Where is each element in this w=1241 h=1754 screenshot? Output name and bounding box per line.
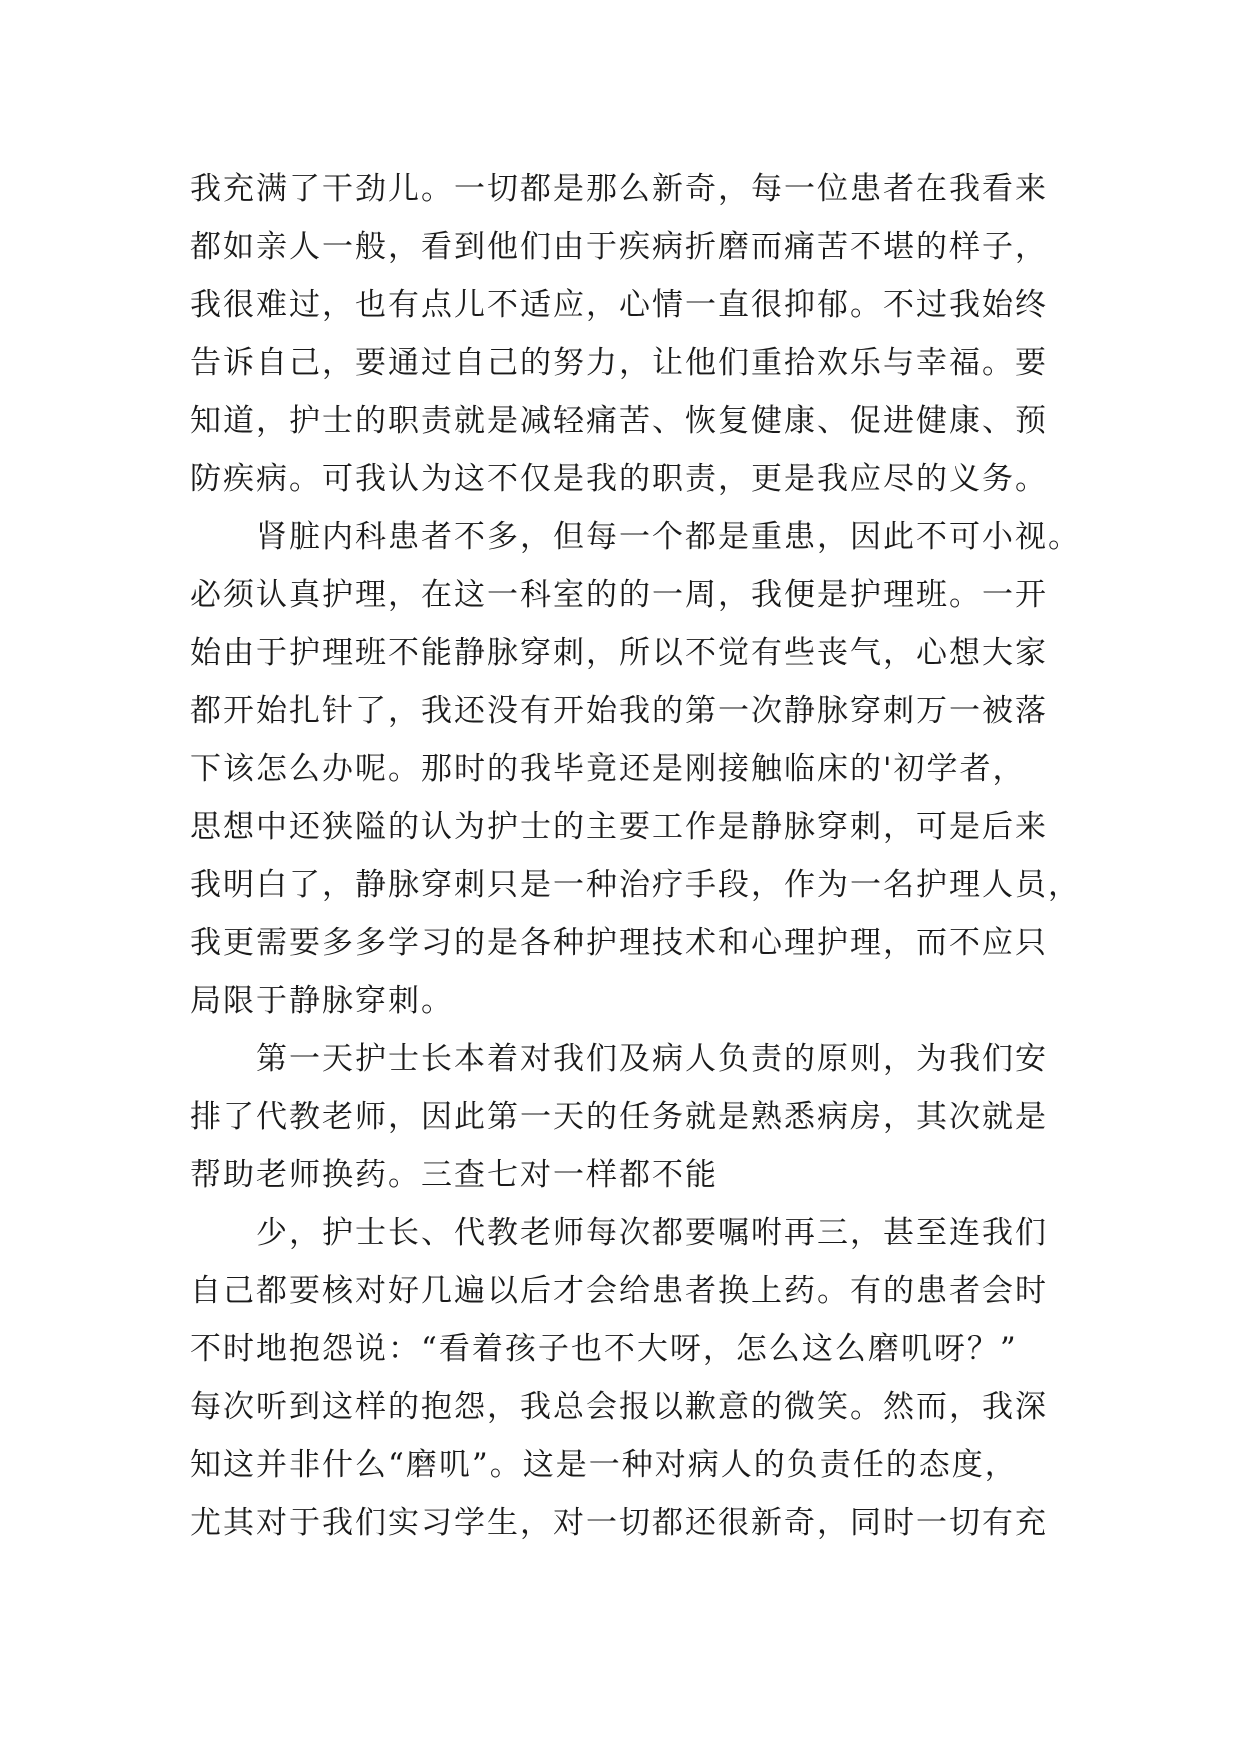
text-line: 帮助老师换药。三查七对一样都不能 bbox=[190, 1157, 718, 1193]
text-line: 少，护士长、代教老师每次都要嘱咐再三，甚至连我们 bbox=[256, 1215, 1048, 1251]
text-line: 每次听到这样的抱怨，我总会报以歉意的微笑。然而，我深 bbox=[190, 1389, 1048, 1425]
text-line: 都如亲人一般，看到他们由于疾病折磨而痛苦不堪的样子， bbox=[190, 229, 1048, 265]
text-line: 告诉自己，要通过自己的努力，让他们重拾欢乐与幸福。要 bbox=[190, 345, 1048, 381]
text-line: 思想中还狭隘的认为护士的主要工作是静脉穿刺，可是后来 bbox=[190, 809, 1048, 845]
body-text bbox=[190, 160, 1081, 1552]
text-line: 排了代教老师，因此第一天的任务就是熟悉病房，其次就是 bbox=[190, 1099, 1048, 1135]
text-line: 我更需要多多学习的是各种护理技术和心理护理，而不应只 bbox=[190, 925, 1048, 961]
text-line: 我明白了，静脉穿刺只是一种治疗手段，作为一名护理人员， bbox=[190, 867, 1081, 903]
text-line: 知道，护士的职责就是减轻痛苦、恢复健康、促进健康、预 bbox=[190, 403, 1048, 439]
text-line: 始由于护理班不能静脉穿刺，所以不觉有些丧气，心想大家 bbox=[190, 635, 1048, 671]
text-line: 不时地抱怨说：“看着孩子也不大呀，怎么这么磨叽呀？” bbox=[190, 1331, 1018, 1367]
text-line: 知这并非什么“磨叽”。这是一种对病人的负责任的态度， bbox=[190, 1447, 1018, 1483]
text-line: 下该怎么办呢。那时的我毕竟还是刚接触临床的'初学者， bbox=[190, 751, 1026, 787]
text-line: 必须认真护理，在这一科室的的一周，我便是护理班。一开 bbox=[190, 577, 1048, 613]
text-line: 肾脏内科患者不多，但每一个都是重患，因此不可小视。 bbox=[256, 519, 1081, 555]
text-line: 局限于静脉穿刺。 bbox=[190, 983, 454, 1019]
text-line: 防疾病。可我认为这不仅是我的职责，更是我应尽的义务。 bbox=[190, 461, 1048, 497]
text-line: 尤其对于我们实习学生，对一切都还很新奇，同时一切有充 bbox=[190, 1505, 1048, 1541]
text-line: 都开始扎针了，我还没有开始我的第一次静脉穿刺万一被落 bbox=[190, 693, 1048, 729]
text-line: 我很难过，也有点儿不适应，心情一直很抑郁。不过我始终 bbox=[190, 287, 1048, 323]
text-line: 第一天护士长本着对我们及病人负责的原则，为我们安 bbox=[256, 1041, 1048, 1077]
text-line: 自己都要核对好几遍以后才会给患者换上药。有的患者会时 bbox=[190, 1273, 1048, 1309]
text-line: 我充满了干劲儿。一切都是那么新奇，每一位患者在我看来 bbox=[190, 171, 1048, 207]
